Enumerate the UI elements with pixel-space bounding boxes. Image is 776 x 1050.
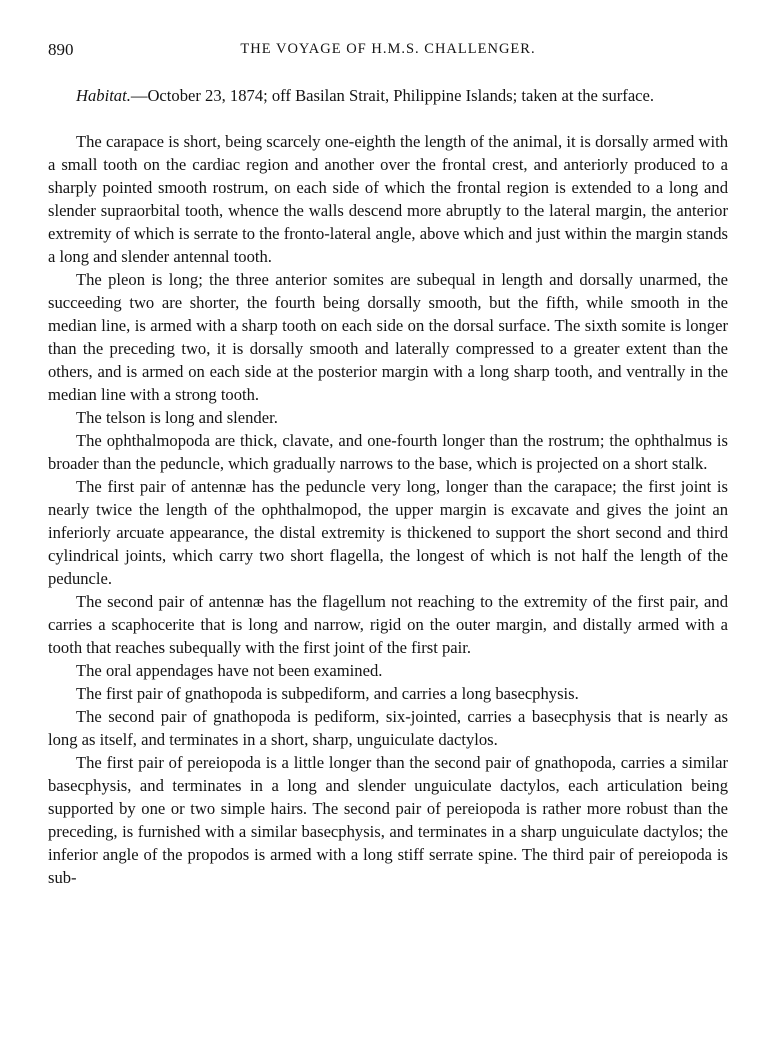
- page-number: 890: [48, 40, 74, 59]
- page-header: [48, 40, 728, 62]
- running-title: THE VOYAGE OF H.M.S. CHALLENGER.: [240, 41, 536, 57]
- paragraph-carapace: The carapace is short, being scarcely one-eighth the length of the animal, it is dorsally armed with a small tooth on the cardiac region and another over the frontal crest, and anteriorly produced to a sharply pointed smooth rostrum, on each side of which the frontal region is extended to a long and slender supraorbital tooth, whence the walls descend more abruptly to the lateral margin, the anterior extremity of which is serrate to the fronto-lateral angle, above which and just within the margin stands a long and slender antennal tooth.: [48, 132, 728, 266]
- page-body: [48, 84, 728, 889]
- paragraph-first-gnathopoda: The first pair of gnathopoda is subpediform, and carries a long basecphysis.: [76, 684, 579, 703]
- habitat-label: Habitat.: [76, 86, 131, 105]
- habitat-text: —October 23, 1874; off Basilan Strait, Philippine Islands; taken at the surface.: [130, 86, 655, 105]
- habitat-paragraph: [48, 84, 728, 107]
- paragraph-second-antennae: The second pair of antennæ has the flagellum not reaching to the extremity of the first pair, and carries a scaphocerite that is long and narrow, rigid on the outer margin, and distally armed with a tooth that reaches subequally with the first joint of the first pair.: [48, 592, 728, 657]
- paragraph-pleon: The pleon is long; the three anterior somites are subequal in length and dorsally unarmed, the succeeding two are shorter, the fourth being dorsally smooth, but the fifth, while smooth in the median line, is armed with a sharp tooth on each side on the dorsal surface. The sixth somite is longer than the preceding two, it is dorsally smooth and laterally compressed to a greater extent than the others, and is armed on each side at the posterior margin with a long sharp tooth, and ventrally in the median line with a strong tooth.: [48, 270, 728, 404]
- paragraph-telson: The telson is long and slender.: [76, 408, 278, 427]
- book-page: [48, 40, 728, 889]
- paragraph-first-antennae: The first pair of antennæ has the peduncle very long, longer than the carapace; the first joint is nearly twice the length of the ophthalmopod, the upper margin is excavate and gives the joint an inferiorly arcuate appearance, the distal extremity is thickened to support the short second and third cylindrical joints, which carry two short flagella, the longest of which is not half the length of the peduncle.: [48, 477, 728, 588]
- paragraph-second-gnathopoda: The second pair of gnathopoda is pediform, six-jointed, carries a basecphysis that is nearly as long as itself, and terminates in a short, sharp, unguiculate dactylos.: [48, 707, 728, 749]
- paragraph-oral-appendages: The oral appendages have not been examined.: [76, 661, 383, 680]
- paragraph-ophthalmopoda: The ophthalmopoda are thick, clavate, and one-fourth longer than the rostrum; the ophthalmus is broader than the peduncle, which gradually narrows to the base, which is projected on a short stalk.: [48, 431, 728, 473]
- paragraph-pereiopoda: The first pair of pereiopoda is a little longer than the second pair of gnathopoda, carries a similar basecphysis, and terminates in a long and slender unguiculate dactylos, each articulation being supported by one or two simple hairs. The second pair of pereiopoda is rather more robust than the preceding, is furnished with a similar basecphysis, and terminates in a sharp unguiculate dactylos; the inferior angle of the propodos is armed with a long stiff serrate spine. The third pair of pereiopoda is sub-: [48, 753, 728, 887]
